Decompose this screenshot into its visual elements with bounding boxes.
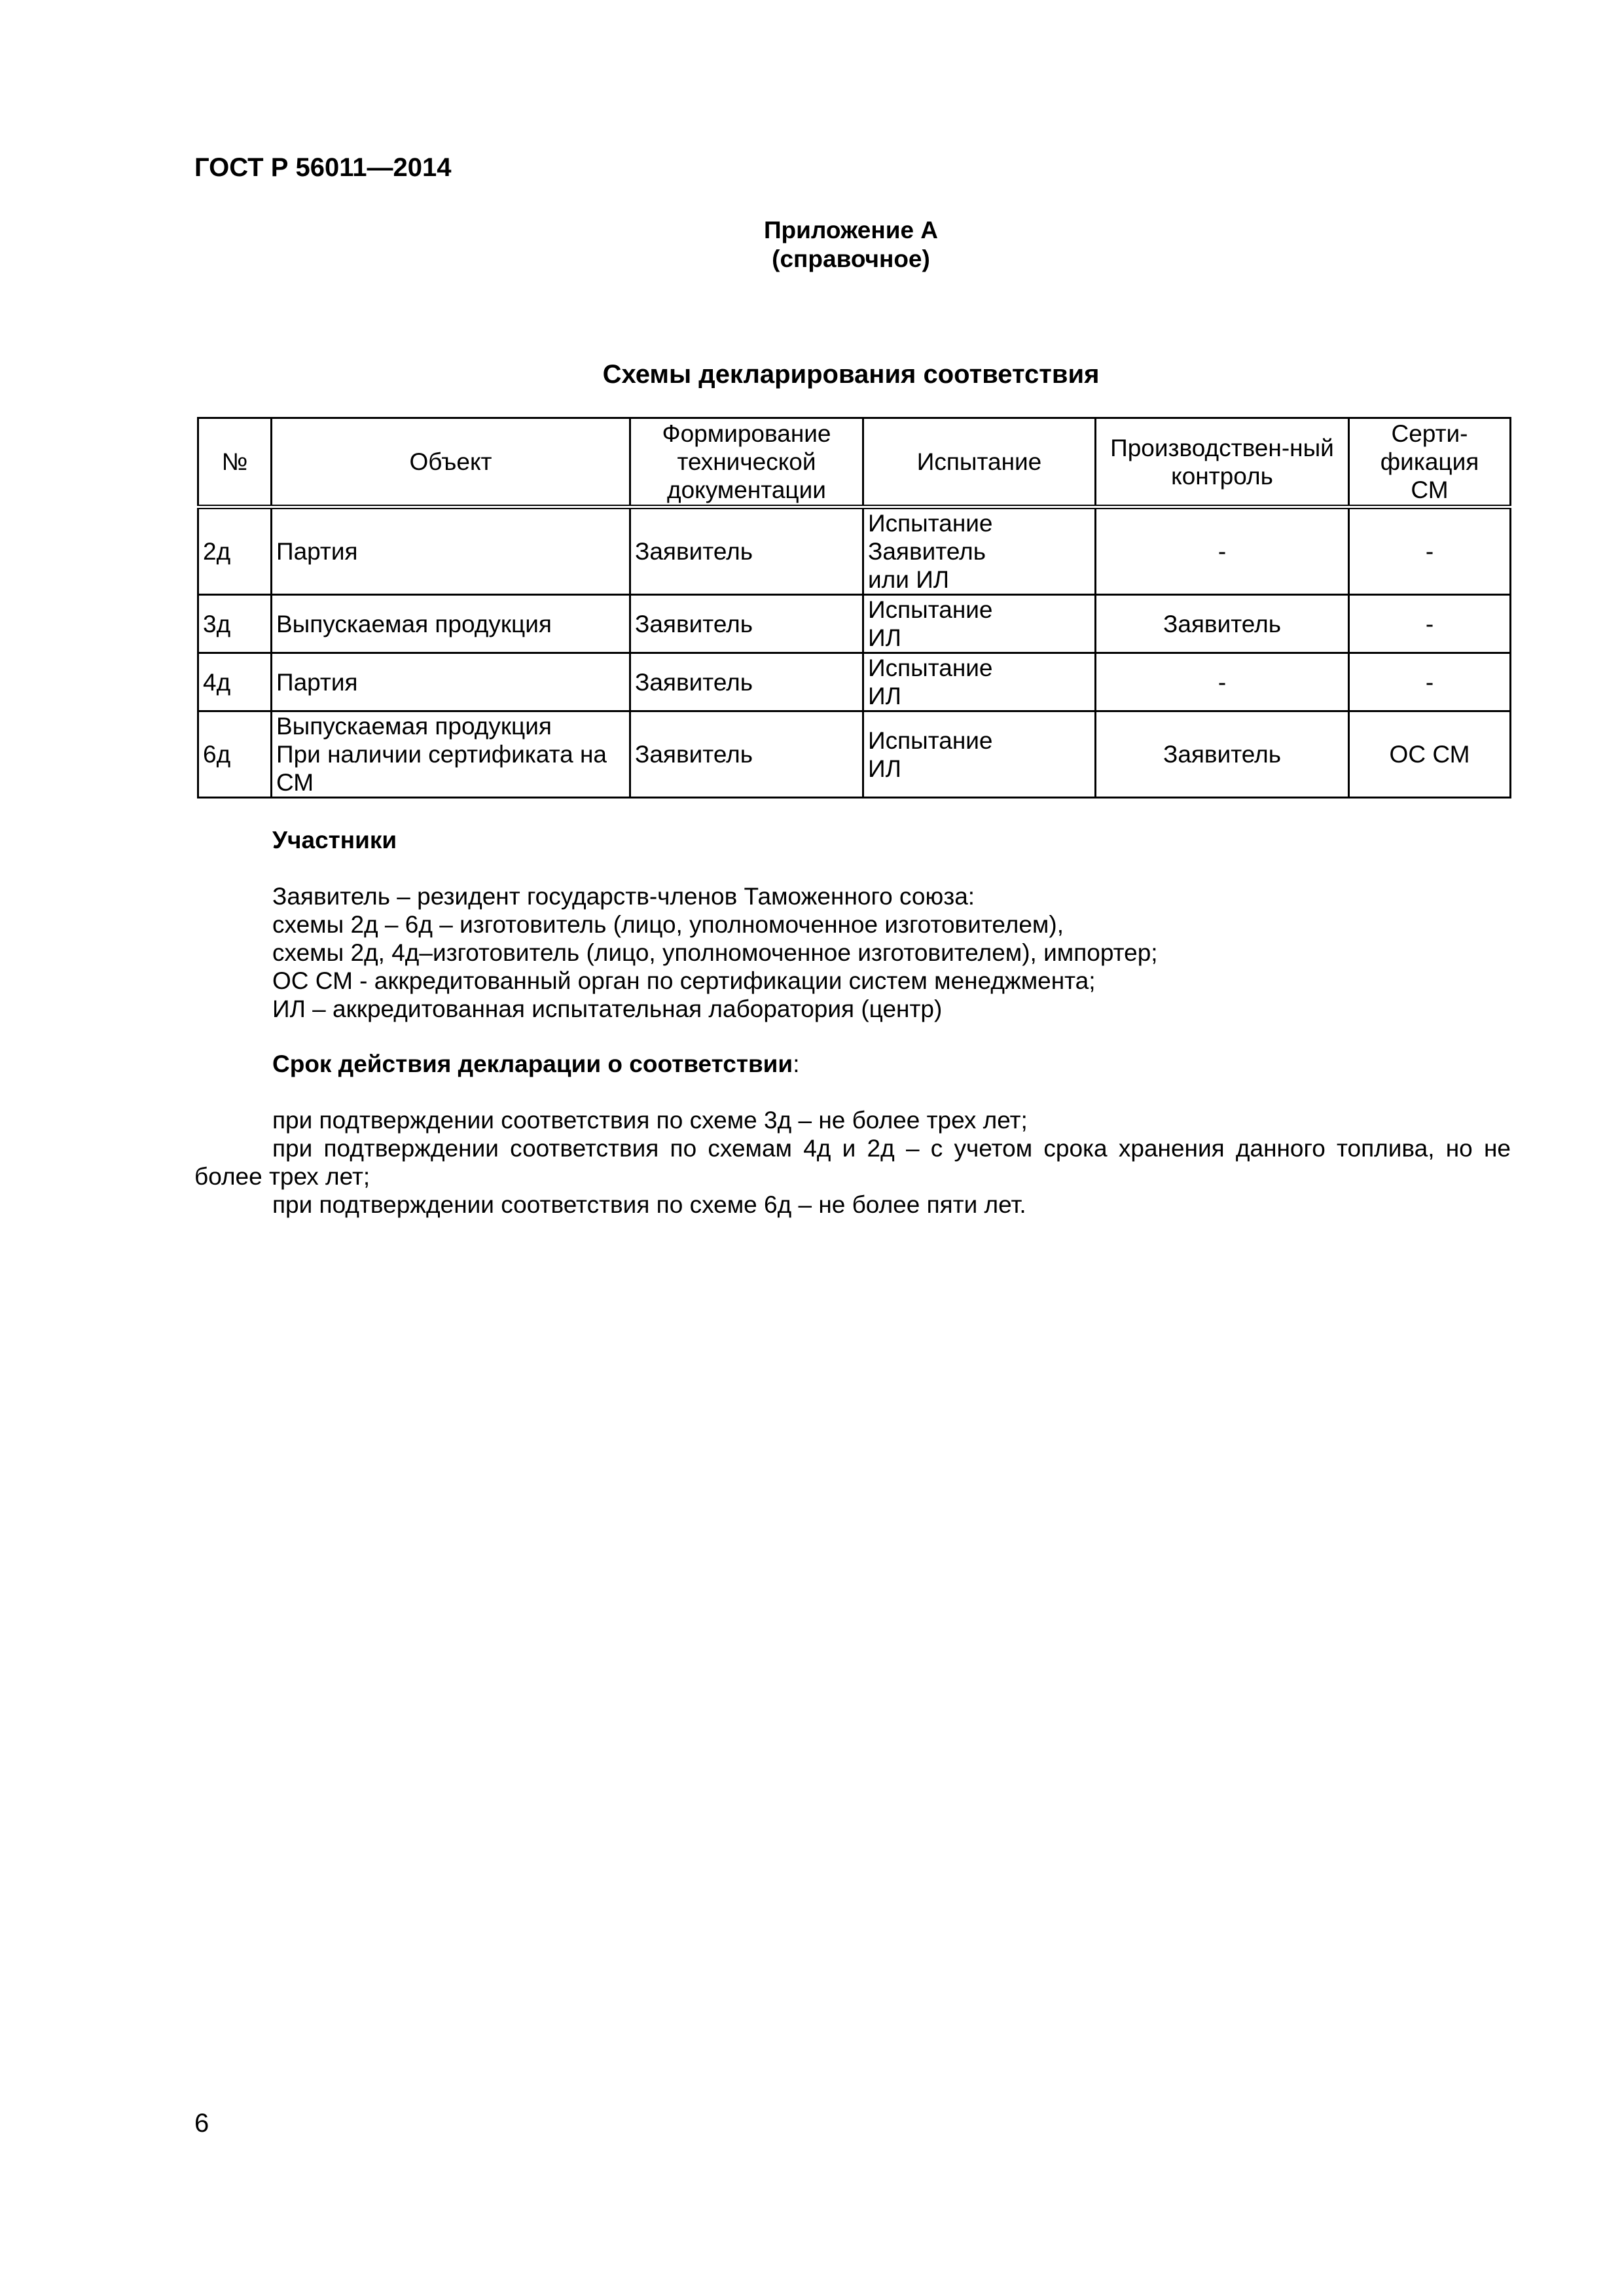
cell-line: или ИЛ xyxy=(868,566,950,593)
cell-line: Выпускаемая продукция xyxy=(276,713,552,740)
column-certification-header xyxy=(1349,418,1511,507)
object-cell xyxy=(272,711,630,798)
header-line: контроль xyxy=(1171,462,1273,490)
object-cell xyxy=(272,653,630,711)
certification-cell: - xyxy=(1349,507,1511,595)
cell-line: Партия xyxy=(276,668,358,696)
table-header-row xyxy=(198,418,1511,507)
header-line: Серти- xyxy=(1391,420,1468,447)
cell-line: ИЛ xyxy=(868,624,901,651)
documentation-cell: Заявитель xyxy=(630,507,863,595)
table-body xyxy=(198,507,1511,798)
participant-line: схемы 2д, 4д–изготовитель (лицо, уполномоченное изготовителем), импортер; xyxy=(272,939,1158,966)
scheme-number-cell: 3д xyxy=(198,595,272,653)
cell-line: При наличии сертификата на xyxy=(276,741,607,768)
documentation-cell: Заявитель xyxy=(630,595,863,653)
column-testing-header xyxy=(863,418,1096,507)
table-row xyxy=(198,711,1511,798)
cell-line: СМ xyxy=(276,769,314,796)
testing-cell xyxy=(863,595,1096,653)
testing-cell xyxy=(863,507,1096,595)
table-row xyxy=(198,595,1511,653)
header-line: фикация xyxy=(1380,448,1479,475)
validity-line-4d-2d: при подтверждении соответствия по схемам 4д и 2д – с учетом срока хранения данного топлива, но не более трех лет; xyxy=(194,1135,1511,1190)
validity-line-3d: при подтверждении соответствия по схеме 3д – не более трех лет; xyxy=(272,1107,1028,1134)
documentation-cell: Заявитель xyxy=(630,653,863,711)
certification-cell: ОС СМ xyxy=(1349,711,1511,798)
participant-line: ОС СМ - аккредитованный орган по сертификации систем менеджмента; xyxy=(272,967,1096,994)
testing-cell xyxy=(863,653,1096,711)
column-number-header xyxy=(198,418,272,507)
scheme-number-cell: 2д xyxy=(198,507,272,595)
participants-section xyxy=(194,826,1511,1023)
validity-section xyxy=(194,1050,1511,1219)
validity-heading-line xyxy=(194,1050,1511,1078)
validity-line-6d: при подтверждении соответствия по схеме 6д – не более пяти лет. xyxy=(272,1191,1026,1218)
participants-heading: Участники xyxy=(272,827,397,853)
certification-cell: - xyxy=(1349,653,1511,711)
cell-line: Испытание xyxy=(868,655,993,681)
column-object-header xyxy=(272,418,630,507)
column-documentation-header xyxy=(630,418,863,507)
cell-line: Заявитель xyxy=(868,538,986,565)
header-line: Формирование xyxy=(662,420,831,447)
cell-line: ИЛ xyxy=(868,755,901,782)
documentation-cell: Заявитель xyxy=(630,711,863,798)
scheme-number-cell: 6д xyxy=(198,711,272,798)
page-number: 6 xyxy=(194,2109,209,2138)
cell-line: Партия xyxy=(276,538,358,565)
object-cell xyxy=(272,507,630,595)
cell-line: Испытание xyxy=(868,510,993,537)
header-line: Объект xyxy=(409,448,492,475)
annex-title: Приложение А xyxy=(763,217,939,243)
cell-line: Выпускаемая продукция xyxy=(276,610,552,637)
table-row xyxy=(198,653,1511,711)
annex-heading xyxy=(0,216,1624,274)
validity-heading-suffix: : xyxy=(793,1050,800,1077)
participant-line: Заявитель – резидент государств-членов Таможенного союза: xyxy=(272,883,975,910)
cell-line: ИЛ xyxy=(868,683,901,709)
table-row xyxy=(198,507,1511,595)
declaration-schemes-table xyxy=(197,417,1511,798)
participant-line: схемы 2д – 6д – изготовитель (лицо, уполномоченное изготовителем), xyxy=(272,911,1064,938)
production-control-cell: Заявитель xyxy=(1096,711,1349,798)
object-cell xyxy=(272,595,630,653)
header-line: Испытание xyxy=(916,448,1042,475)
cell-line: Испытание xyxy=(868,596,993,623)
production-control-cell: Заявитель xyxy=(1096,595,1349,653)
header-line: СМ xyxy=(1411,476,1449,503)
column-production-control-header xyxy=(1096,418,1349,507)
validity-heading: Срок действия декларации о соответствии xyxy=(272,1050,793,1077)
production-control-cell: - xyxy=(1096,653,1349,711)
testing-cell xyxy=(863,711,1096,798)
header-line: документации xyxy=(667,476,826,503)
participants-list xyxy=(194,882,1511,1023)
header-line: № xyxy=(221,448,248,475)
header-line: технической xyxy=(677,448,816,475)
certification-cell: - xyxy=(1349,595,1511,653)
annex-type: (справочное) xyxy=(772,245,930,272)
table-title: Схемы декларирования соответствия xyxy=(602,360,1100,389)
scheme-number-cell: 4д xyxy=(198,653,272,711)
document-header: ГОСТ Р 56011—2014 xyxy=(194,153,452,182)
participant-line: ИЛ – аккредитованная испытательная лаборатория (центр) xyxy=(272,996,943,1022)
production-control-cell: - xyxy=(1096,507,1349,595)
header-line: Производствен-ный xyxy=(1110,434,1334,461)
cell-line: Испытание xyxy=(868,726,993,754)
